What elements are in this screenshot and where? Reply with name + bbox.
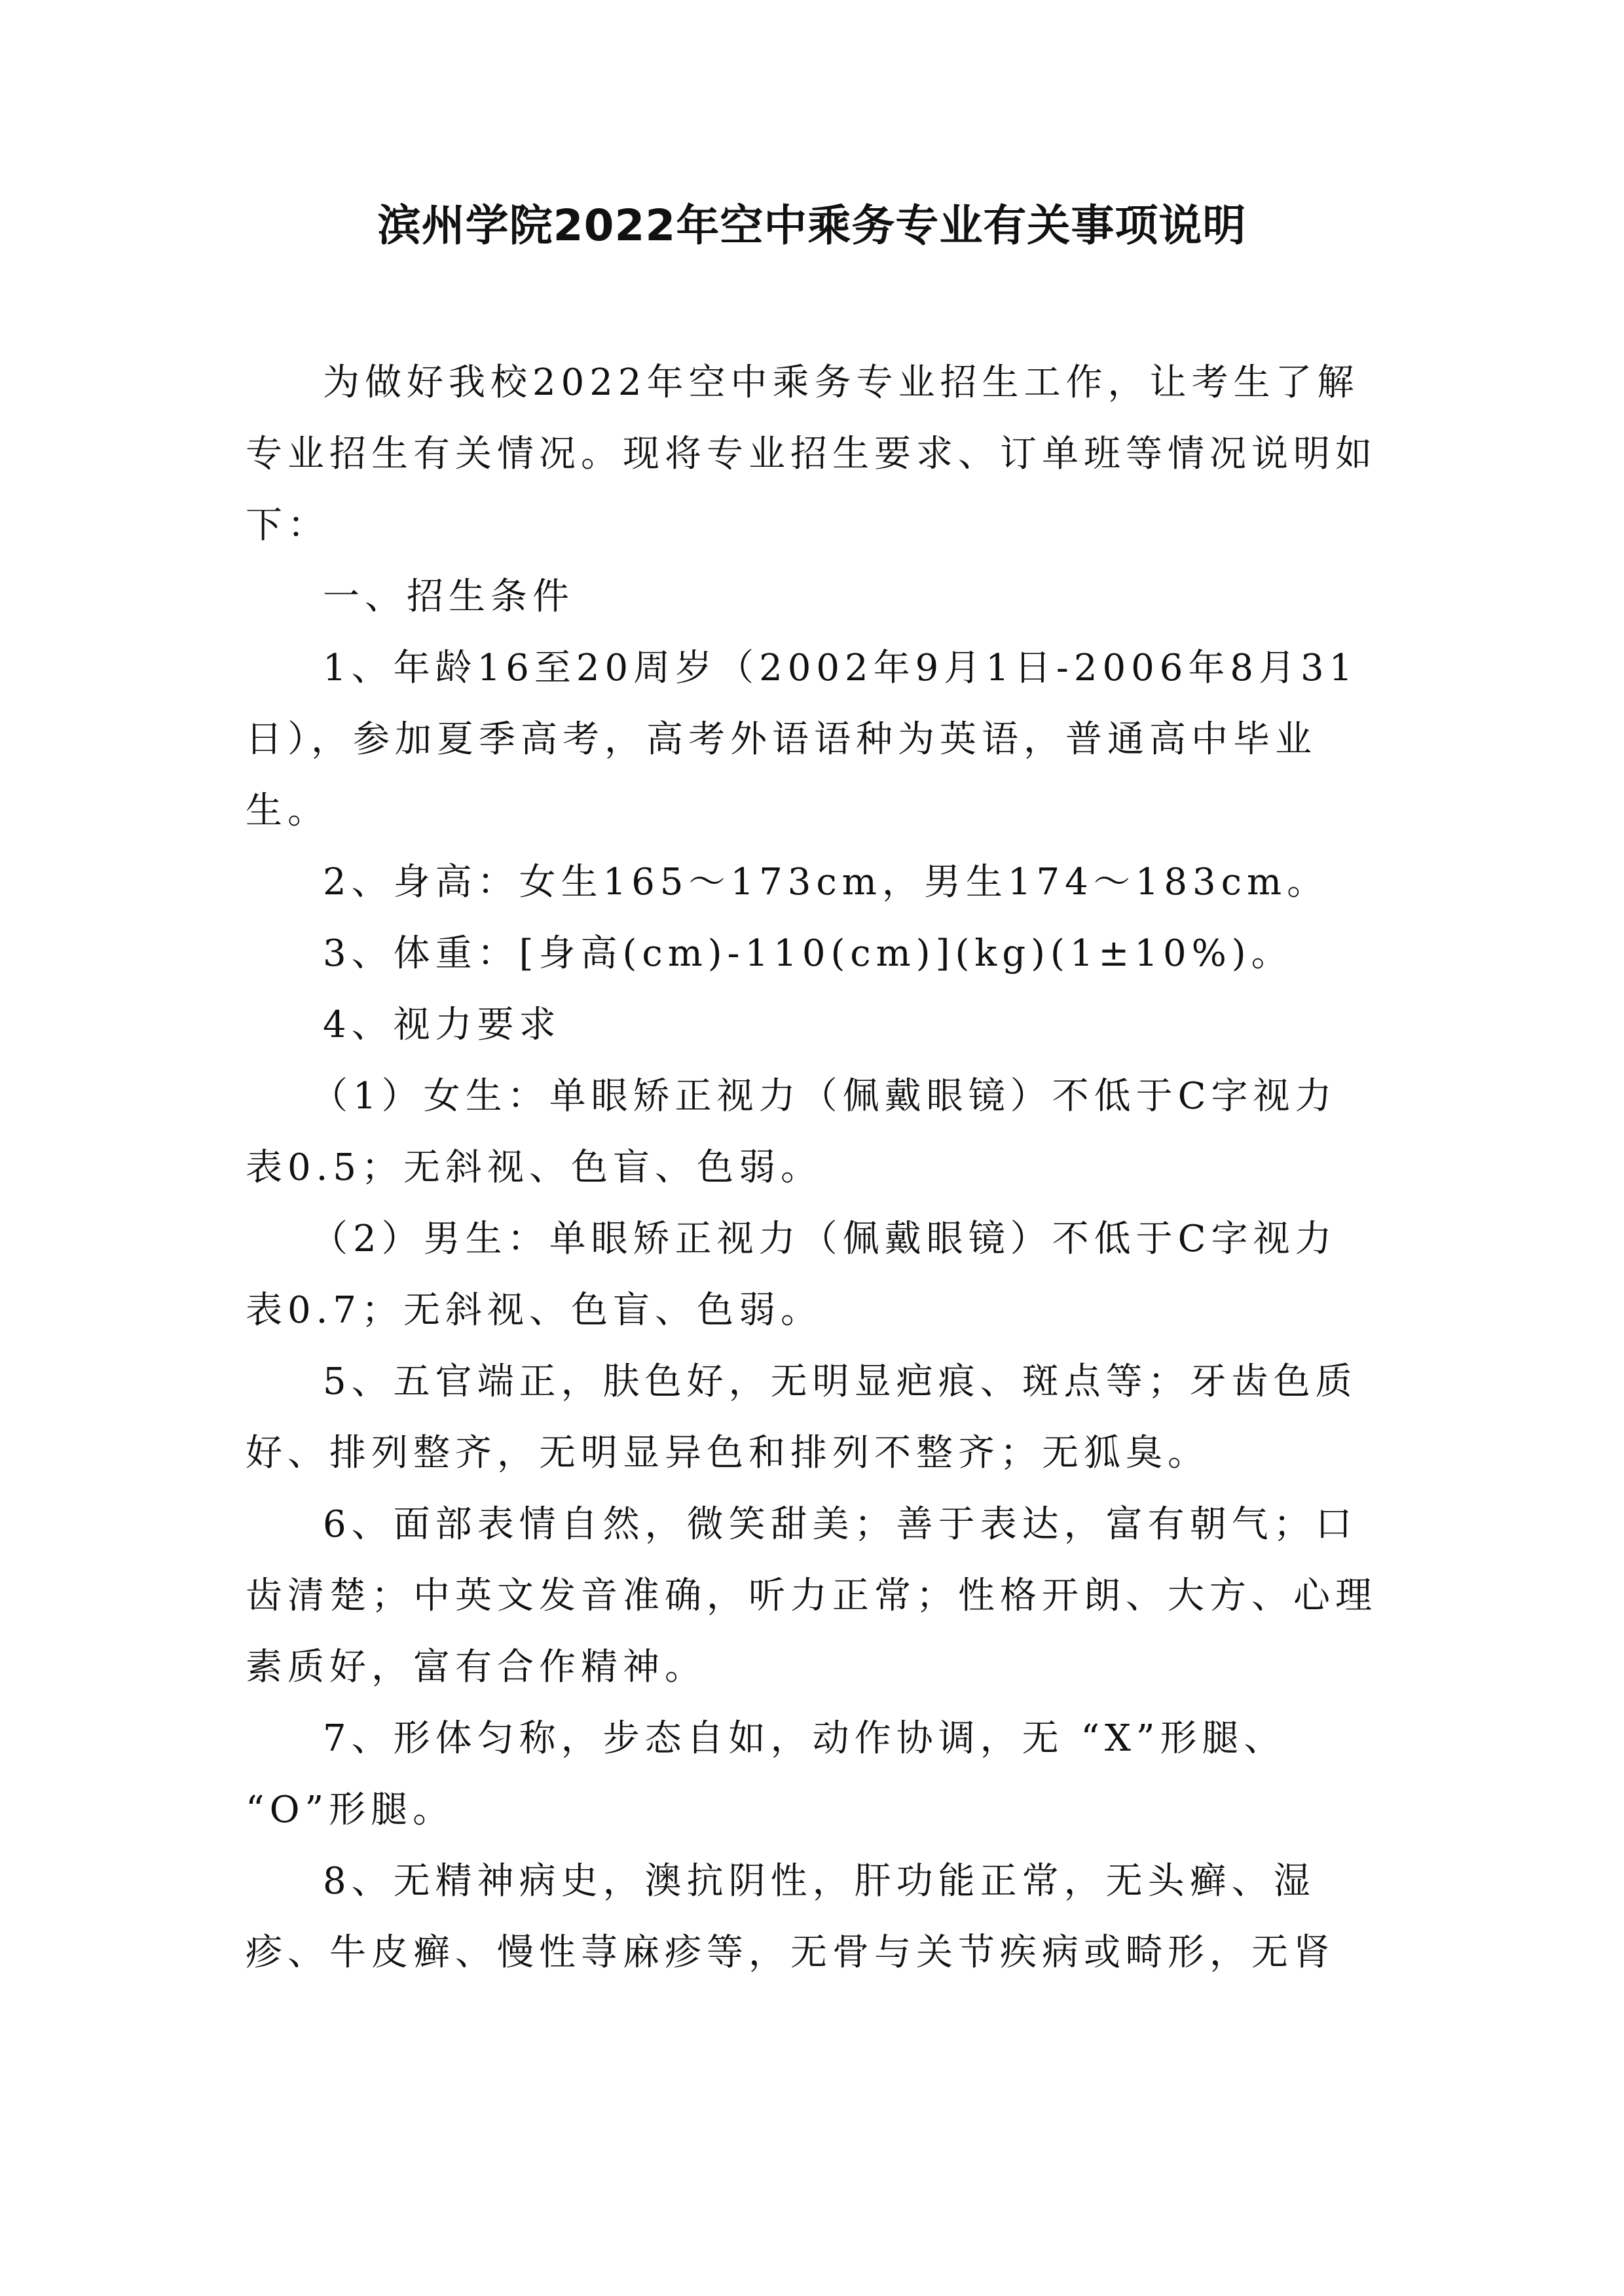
paragraph-line: （1）女生：单眼矫正视力（佩戴眼镜）不低于C字视力	[311, 1075, 1337, 1118]
paragraph-line: 2、身高：女生165～173cm，男生174～183cm。	[323, 861, 1329, 903]
document-body	[246, 347, 1385, 1988]
document-title: 滨州学院2022年空中乘务专业有关事项说明	[377, 200, 1247, 251]
section-heading: 一、招生条件	[323, 575, 574, 618]
paragraph-line: 6、面部表情自然，微笑甜美；善于表达，富有朝气；口	[323, 1503, 1357, 1546]
paragraph-line: 为做好我校2022年空中乘务专业招生工作，让考生了解	[323, 361, 1359, 404]
paragraph-line: 8、无精神病史，澳抗阴性，肝功能正常，无头癣、湿	[323, 1860, 1316, 1903]
paragraph-line: 4、视力要求	[323, 1004, 561, 1046]
paragraph-line: 疹、牛皮癣、慢性荨麻疹等，无骨与关节疾病或畸形，无肾	[246, 1931, 1335, 1974]
paragraph-line: 下：	[246, 504, 329, 547]
paragraph-line: 3、体重：[身高(cm)-110(cm)](kg)(1±10%)。	[323, 932, 1293, 975]
paragraph-line: “O”形腿。	[246, 1789, 455, 1831]
paragraph-line: 1、年龄16至20周岁（2002年9月1日-2006年8月31	[323, 647, 1358, 689]
paragraph-line: （2）男生：单眼矫正视力（佩戴眼镜）不低于C字视力	[311, 1218, 1337, 1260]
paragraph-line: 7、形体匀称，步态自如，动作协调，无 “X”形腿、	[323, 1717, 1286, 1760]
paragraph-line: 表0.5；无斜视、色盲、色弱。	[246, 1146, 823, 1189]
paragraph-line: 日），参加夏季高考，高考外语语种为英语，普通高中毕业	[246, 718, 1317, 761]
paragraph-line: 5、五官端正，肤色好，无明显疤痕、斑点等；牙齿色质	[323, 1360, 1357, 1403]
paragraph-line: 表0.7；无斜视、色盲、色弱。	[246, 1289, 823, 1332]
paragraph-line: 素质好，富有合作精神。	[246, 1646, 707, 1688]
paragraph-line: 专业招生有关情况。现将专业招生要求、订单班等情况说明如	[246, 433, 1377, 475]
paragraph-line: 齿清楚；中英文发音准确，听力正常；性格开朗、大方、心理	[246, 1575, 1377, 1617]
paragraph-line: 生。	[246, 790, 329, 832]
paragraph-line: 好、排列整齐，无明显异色和排列不整齐；无狐臭。	[246, 1432, 1209, 1474]
